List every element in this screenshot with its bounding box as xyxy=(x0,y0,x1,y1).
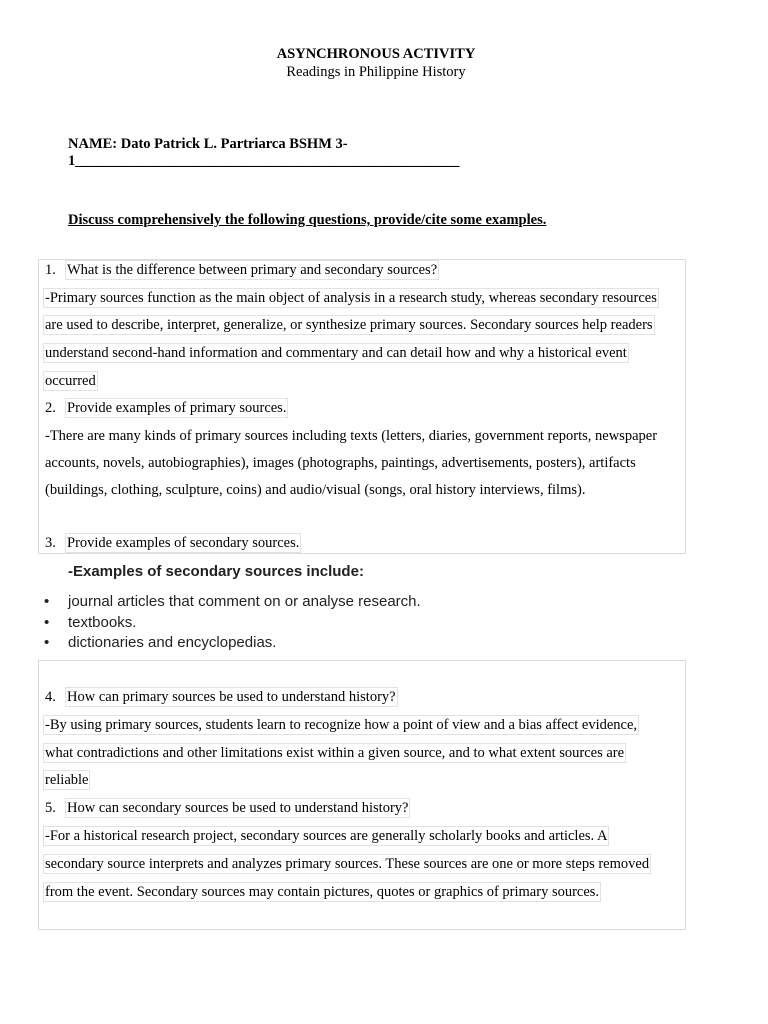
answer-line: what contradictions and other limitations exist within a given source, and to what extent sources are xyxy=(45,745,625,761)
question-5 xyxy=(45,800,408,817)
answer-line: are used to describe, interpret, generalize, or synthesize primary sources. Secondary sources help readers xyxy=(45,317,653,333)
question-text: How can primary sources be used to understand history? xyxy=(67,689,396,705)
question-4 xyxy=(45,689,396,706)
answer-line: accounts, novels, autobiographies), images (photographs, paintings, advertisements, posters), artifacts xyxy=(45,455,636,471)
list-item: • journal articles that comment on or analyse research. xyxy=(44,593,421,610)
answer-line: reliable xyxy=(45,772,89,788)
name-line-2: 1_____________________________________________________ xyxy=(68,153,460,169)
document-title: ASYNCHRONOUS ACTIVITY xyxy=(276,46,476,62)
secondary-sources-list xyxy=(44,593,421,655)
answer-line: -For a historical research project, secondary sources are generally scholarly books and articles. A xyxy=(45,828,608,844)
answer-line: secondary source interprets and analyzes primary sources. These sources are one or more steps removed xyxy=(45,856,650,872)
bullet-icon: • xyxy=(44,634,50,651)
document-subtitle: Readings in Philippine History xyxy=(286,64,466,80)
answer-line: understand second-hand information and commentary and can detail how and why a historical event xyxy=(45,345,627,361)
answer-line: from the event. Secondary sources may contain pictures, quotes or graphics of primary sources. xyxy=(45,884,600,900)
question-1 xyxy=(45,262,437,279)
question-text: How can secondary sources be used to understand history? xyxy=(67,800,409,816)
question-number: 4. xyxy=(45,689,56,705)
bullet-icon: • xyxy=(44,593,50,610)
question-number: 1. xyxy=(45,262,56,278)
name-line-1: NAME: Dato Patrick L. Partriarca BSHM 3- xyxy=(68,136,348,152)
bullet-icon: • xyxy=(44,613,50,631)
answer-line: -There are many kinds of primary sources including texts (letters, diaries, government reports, newspaper xyxy=(45,428,658,444)
question-3 xyxy=(45,535,299,552)
question-text: Provide examples of primary sources. xyxy=(67,400,287,416)
instructions: Discuss comprehensively the following questions, provide/cite some examples. xyxy=(68,212,547,228)
question-number: 3. xyxy=(45,535,56,551)
name-field xyxy=(68,136,508,170)
list-item: • textbooks. xyxy=(44,613,137,631)
answer-line: occurred xyxy=(45,373,96,389)
list-item: • dictionaries and encyclopedias. xyxy=(44,634,277,651)
answer-line: (buildings, clothing, sculpture, coins) and audio/visual (songs, oral history interviews, films). xyxy=(45,482,586,498)
question-2 xyxy=(45,400,286,417)
secondary-sources-heading: -Examples of secondary sources include: xyxy=(68,563,364,580)
question-text: Provide examples of secondary sources. xyxy=(67,535,300,551)
question-number: 5. xyxy=(45,800,56,816)
answer-line: -By using primary sources, students learn to recognize how a point of view and a bias affect evidence, xyxy=(45,717,638,733)
question-text: What is the difference between primary and secondary sources? xyxy=(67,262,438,278)
question-number: 2. xyxy=(45,400,56,416)
answer-line: -Primary sources function as the main object of analysis in a research study, whereas secondary resources xyxy=(45,290,657,306)
